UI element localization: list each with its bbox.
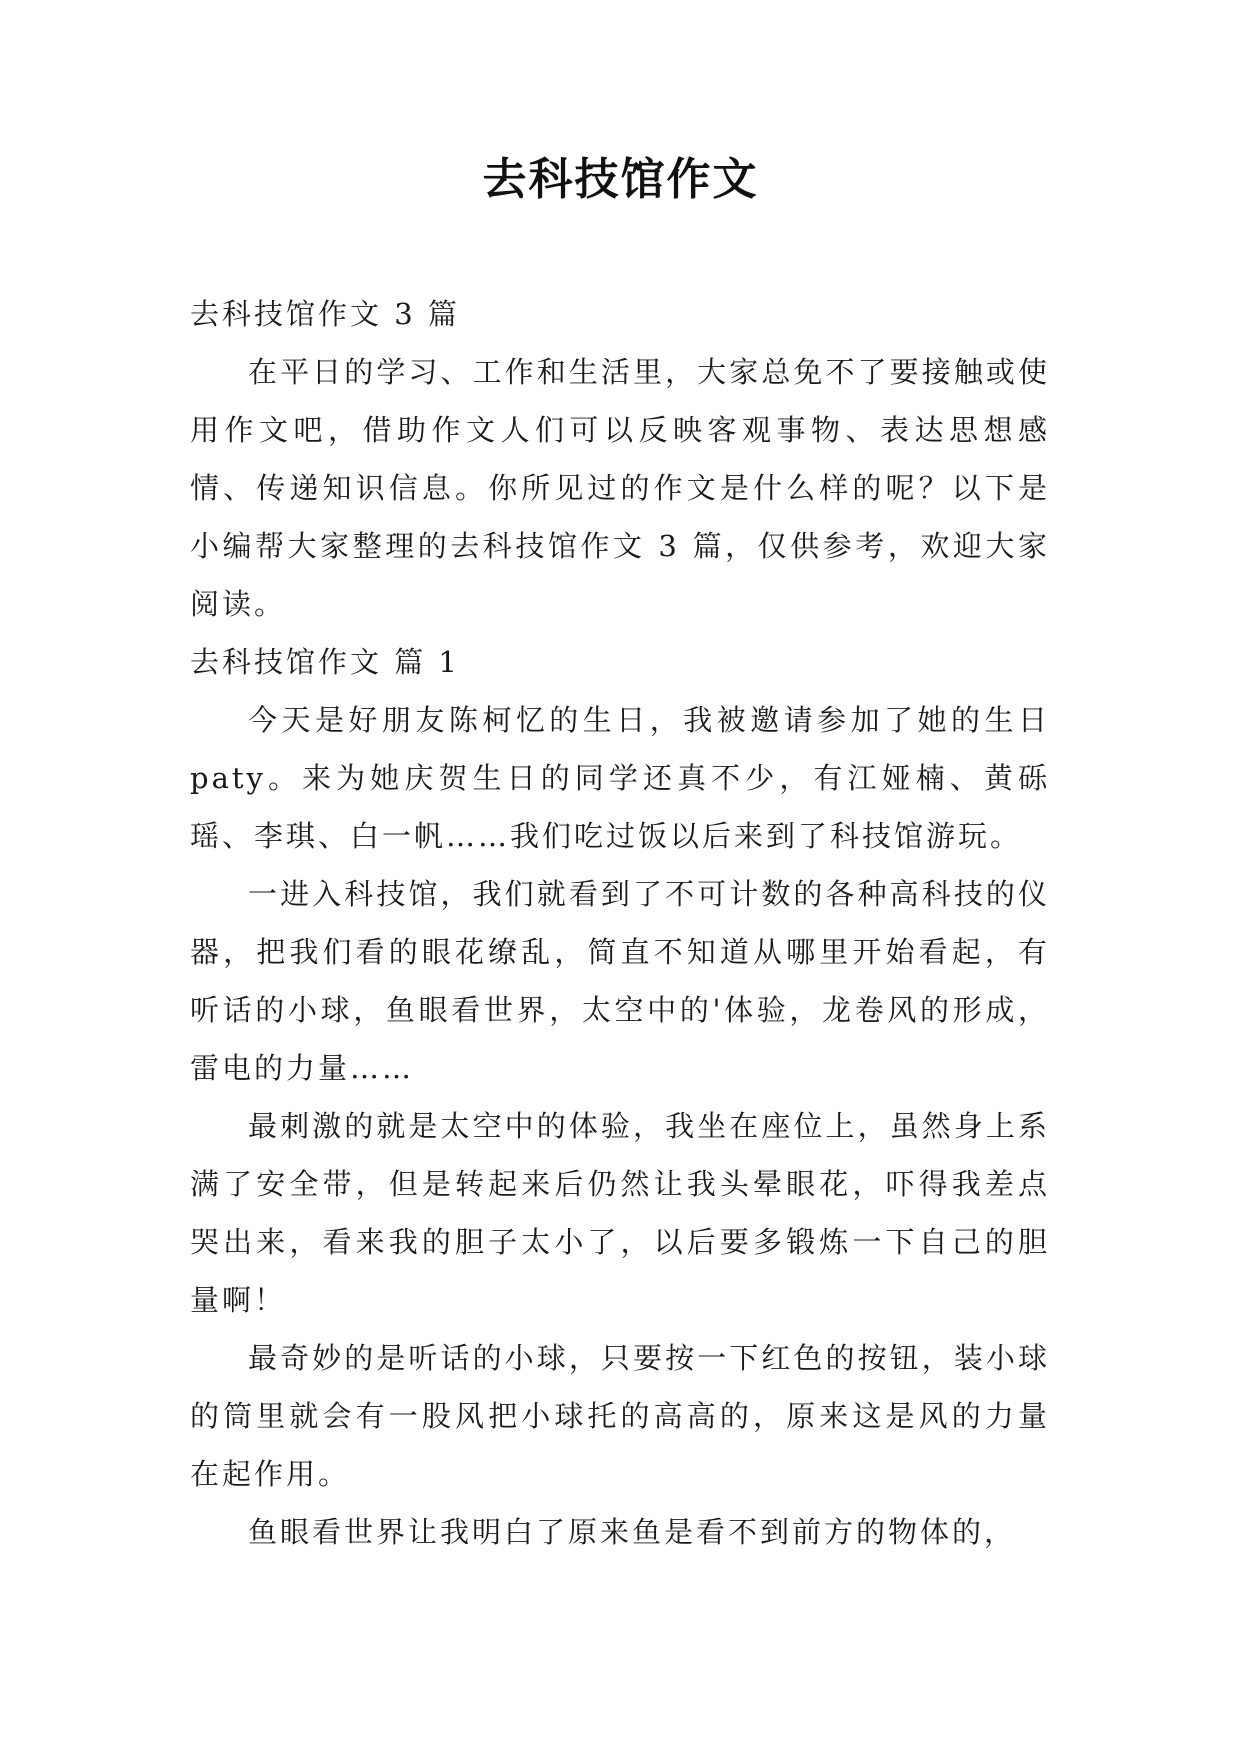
essay-1-paragraph-1: 今天是好朋友陈柯忆的生日，我被邀请参加了她的生日 paty。来为她庆贺生日的同学还真不少，有江娅楠、黄砾瑶、李琪、白一帆……我们吃过饭以后来到了科技馆游玩。 <box>190 703 1050 853</box>
collection-heading: 去科技馆作文 3 篇 <box>190 297 460 331</box>
essay-1-paragraph-3: 最刺激的就是太空中的体验，我坐在座位上，虽然身上系满了安全带，但是转起来后仍然让我头晕眼花，吓得我差点哭出来，看来我的胆子太小了，以后要多锻炼一下自己的胆量啊！ <box>190 1109 1050 1317</box>
essay-1-paragraph-4: 最奇妙的是听话的小球，只要按一下红色的按钮，装小球的筒里就会有一股风把小球托的高高的，原来这是风的力量在起作用。 <box>190 1341 1050 1491</box>
essay-1-heading: 去科技馆作文 篇 1 <box>190 645 460 679</box>
essay-1-paragraph-5: 鱼眼看世界让我明白了原来鱼是看不到前方的物体的， <box>248 1515 1017 1549</box>
intro-paragraph: 在平日的学习、工作和生活里，大家总免不了要接触或使用作文吧，借助作文人们可以反映客观事物、表达思想感情、传递知识信息。你所见过的作文是什么样的呢？以下是小编帮大家整理的去科技馆作文 3 篇，仅供参考，欢迎大家阅读。 <box>190 355 1050 621</box>
document-title: 去科技馆作文 <box>482 154 759 205</box>
essay-1-paragraph-2: 一进入科技馆，我们就看到了不可计数的各种高科技的仪器，把我们看的眼花缭乱，简直不知道从哪里开始看起，有听话的小球，鱼眼看世界，太空中的'体验，龙卷风的形成，雷电的力量…… <box>190 877 1050 1085</box>
document-body <box>190 285 1050 1561</box>
